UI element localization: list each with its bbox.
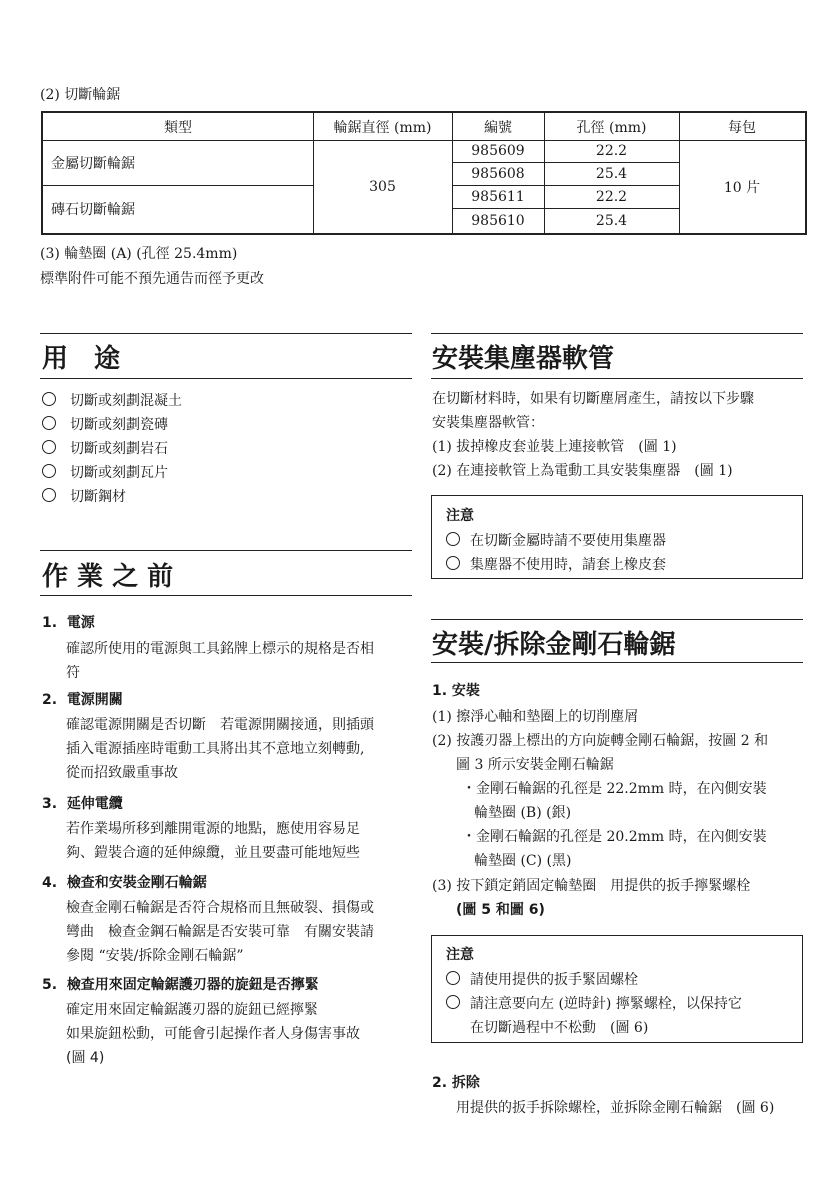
install-heading: 1. 安裝 (432, 683, 480, 699)
table-header-diameter: 輪鋸直徑 (mm) (333, 119, 432, 136)
circle-bullet-icon (446, 995, 460, 1009)
caution-title: 注意 (446, 947, 474, 963)
caution-item: 請注意要向左 (逆時針) 擰緊螺栓，以保持它 (446, 993, 742, 1013)
before-item-line: 從而招致嚴重事故 (66, 765, 178, 781)
before-item-heading: 3. 延伸電纜 (42, 796, 123, 812)
table-cell-code: 985611 (471, 189, 525, 205)
install-line: (3) 按下鎖定銷固定輪墊圈 用提供的扳手擰緊螺栓 (432, 878, 751, 894)
table-cell-type: 磚石切斷輪鋸 (51, 202, 135, 218)
install-line: ・金剛石輪鋸的孔徑是 20.2mm 時，在內側安裝 (462, 829, 767, 845)
before-item-line: 彎曲 檢查金鋼石輪鋸是否安裝可靠 有關安裝請 (66, 924, 374, 940)
circle-bullet-icon (42, 488, 56, 502)
caution-item-cont: 在切斷過程中不松動 (圖 6) (470, 1020, 649, 1036)
caution-item: 請使用提供的扳手緊固螺栓 (446, 969, 638, 989)
cutting-wheels-label: (2) 切斷輪鋸 (40, 87, 121, 103)
before-item-line: 確定用來固定輪鋸護刃器的旋鈕已經擰緊 (66, 1002, 318, 1018)
before-item-line: 夠、鎧裝合適的延伸線纜，並且要盡可能地短些 (66, 845, 360, 861)
before-item-line: 確認電源開關是否切斷 若電源開關接通，則插頭 (66, 717, 374, 733)
table-header-per-pack: 每包 (728, 119, 756, 136)
install-remove-title: 安裝/拆除金剛石輪鋸 (432, 630, 676, 660)
table-cell-diameter: 305 (369, 178, 396, 195)
before-item-line: 若作業場所移到離開電源的地點，應使用容易足 (66, 821, 360, 837)
table-header-type: 類型 (164, 119, 192, 136)
use-item: 切斷或刻劃瓦片 (42, 462, 168, 482)
table-cell-bore: 25.4 (595, 166, 628, 182)
table-cell-code: 985608 (471, 166, 525, 182)
dust-line: 在切斷材料時，如果有切斷塵屑產生，請按以下步驟 (432, 391, 754, 407)
uses-title: 用 途 (42, 344, 121, 374)
dust-line: (1) 拔掉橡皮套並裝上連接軟管 (圖 1) (432, 439, 677, 455)
before-item-line: 符 (66, 665, 80, 681)
circle-bullet-icon (446, 556, 460, 570)
table-header-code: 編號 (484, 119, 512, 136)
install-line: 輪墊圈 (C) (黑) (474, 853, 572, 869)
install-line: 輪墊圈 (B) (銀) (474, 805, 572, 821)
table-cell-bore: 25.4 (595, 213, 628, 229)
table-header-bore: 孔徑 (mm) (576, 119, 647, 136)
before-item-line: 如果旋鈕松動，可能會引起操作者人身傷害事故 (66, 1026, 360, 1042)
caution-item: 集塵器不使用時，請套上橡皮套 (446, 554, 666, 574)
table-cell-bore: 22.2 (595, 189, 628, 205)
caution-item: 在切斷金屬時請不要使用集塵器 (446, 530, 666, 550)
circle-bullet-icon (42, 392, 56, 406)
before-item-heading: 1. 電源 (42, 615, 95, 631)
cutting-wheels-table (41, 111, 807, 235)
circle-bullet-icon (42, 416, 56, 430)
table-cell-type: 金屬切斷輪鋸 (51, 155, 135, 172)
section-rule (40, 333, 412, 334)
table-cell-bore: 22.2 (595, 143, 628, 159)
before-operation-title: 作 業 之 前 (42, 562, 174, 592)
section-rule (40, 550, 412, 551)
circle-bullet-icon (446, 532, 460, 546)
section-rule (431, 619, 803, 620)
table-cell-per-pack: 10 片 (723, 179, 761, 196)
use-item: 切斷或刻劃岩石 (42, 438, 168, 458)
circle-bullet-icon (446, 971, 460, 985)
install-line: (2) 按護刃器上標出的方向旋轉金剛石輪鋸，按圖 2 和 (432, 733, 769, 749)
remove-line: 用提供的扳手拆除螺栓，並拆除金剛石輪鋸 (圖 6) (456, 1100, 775, 1116)
install-line: (1) 擦淨心軸和墊圈上的切削塵屑 (432, 709, 639, 725)
before-item-line: (圖 4) (66, 1050, 105, 1066)
remove-heading: 2. 拆除 (432, 1075, 480, 1091)
section-rule (431, 378, 803, 379)
section-rule (431, 333, 803, 334)
circle-bullet-icon (42, 464, 56, 478)
section-rule (431, 662, 803, 663)
before-item-heading: 2. 電源開關 (42, 692, 123, 708)
standard-accessories-note: 標準附件可能不預先通告而徑予更改 (40, 271, 264, 287)
install-line: 圖 3 所示安裝金剛石輪鋸 (456, 757, 614, 773)
before-item-heading: 4. 檢查和安裝金剛石輪鋸 (42, 875, 207, 891)
section-rule (40, 595, 412, 596)
install-line: (圖 5 和圖 6) (456, 902, 545, 918)
install-line: ・金剛石輪鋸的孔徑是 22.2mm 時，在內側安裝 (462, 781, 767, 797)
before-item-heading: 5. 檢查用來固定輪鋸護刃器的旋鈕是否擰緊 (42, 977, 319, 993)
table-cell-code: 985609 (471, 143, 525, 159)
caution-title: 注意 (446, 508, 474, 524)
circle-bullet-icon (42, 440, 56, 454)
use-item: 切斷鋼材 (42, 486, 126, 506)
dust-hose-title: 安裝集塵器軟管 (432, 344, 615, 374)
use-item: 切斷或刻劃混凝土 (42, 390, 182, 410)
table-cell-code: 985610 (471, 213, 525, 229)
dust-line: 安裝集塵器軟管： (432, 415, 544, 431)
before-item-line: 參閱 “安裝/拆除金剛石輪鋸” (66, 948, 244, 964)
section-rule (40, 378, 412, 379)
use-item: 切斷或刻劃瓷磚 (42, 414, 168, 434)
before-item-line: 插入電源插座時電動工具將出其不意地立刻轉動, (66, 741, 365, 757)
dust-line: (2) 在連接軟管上為電動工具安裝集塵器 (圖 1) (432, 463, 733, 479)
before-item-line: 檢查金剛石輪鋸是否符合規格而且無破裂、損傷或 (66, 900, 374, 916)
washer-label: (3) 輪墊圈 (A) (孔徑 25.4mm) (40, 246, 238, 262)
before-item-line: 確認所使用的電源與工具銘牌上標示的規格是否相 (66, 641, 374, 657)
